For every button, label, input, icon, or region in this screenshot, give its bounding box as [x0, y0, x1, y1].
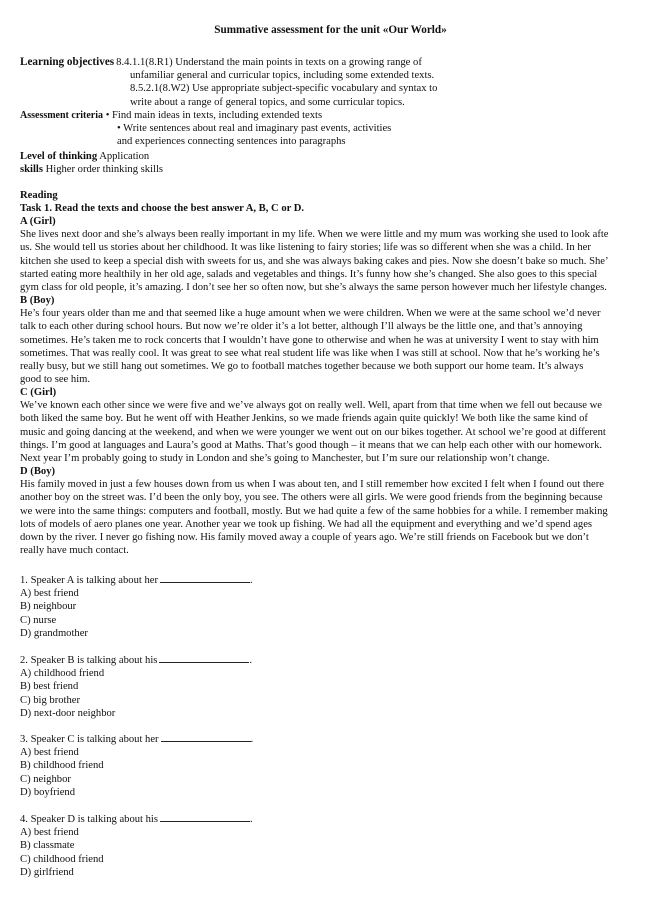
reading-heading: Reading	[20, 190, 58, 201]
text-section-b	[20, 294, 660, 386]
answer-option[interactable]: C) nurse	[20, 614, 57, 626]
answer-option[interactable]: B) childhood friend	[20, 760, 104, 772]
answer-option[interactable]: A) best friend	[20, 747, 79, 759]
section-heading: A (Girl)	[20, 216, 56, 227]
text-line: lots of models of aero planes one year. Another year we took up fishing. We had all the equipment and everything and we’d spend ages	[20, 518, 593, 530]
text-line: down by the river. I never go fishing now. His family moved away a couple of years ago. We’re still friends on Facebook but we don’t	[20, 532, 589, 544]
objective-line: write about a range of general topics, and some curricular topics.	[130, 96, 405, 108]
text-line: talk to each other during school hours. But now we’re older it’s a lot better, although I’ll always be the little one, and that’s annoying	[20, 321, 583, 333]
answer-blank[interactable]	[160, 573, 250, 583]
answer-blank[interactable]	[160, 812, 250, 822]
question-stem: 3. Speaker C is talking about her	[20, 734, 159, 745]
task-heading: Task 1. Read the texts and choose the best answer A, B, C or D.	[20, 203, 305, 214]
question-end: .	[250, 814, 253, 825]
assessment-criteria-label: Assessment criteria	[20, 109, 104, 121]
question-3	[20, 732, 320, 799]
learning-objectives-label: Learning objectives	[20, 56, 115, 68]
text-line: really have much contact.	[20, 545, 129, 557]
answer-option[interactable]: A) best friend	[20, 827, 79, 839]
objective-line: 8.5.2.1(8.W2) Use appropriate subject-specific vocabulary and syntax to	[130, 83, 438, 95]
question-stem: 2. Speaker B is talking about his	[20, 655, 158, 666]
text-line: His family moved in just a few houses down from us when I was about ten, and I still remember how excited I felt when I found out there	[20, 479, 604, 491]
question-4	[20, 812, 320, 879]
question-1	[20, 573, 320, 640]
text-line: started eating more healthily in her old age, salads and vegetables and things. It’s funny how she’s changed. She also goes to this special	[20, 268, 598, 280]
answer-option[interactable]: B) neighbour	[20, 601, 77, 613]
question-end: .	[249, 655, 253, 666]
question-end: .	[250, 734, 254, 745]
text-line: another boy on the street was. I’d been the only boy, you see. The others were all girls. We were good friends from the beginning because	[20, 492, 603, 504]
skills-value: Higher order thinking skills	[42, 164, 164, 176]
question-stem: 1. Speaker A is talking about her	[20, 575, 158, 586]
learning-objectives	[20, 56, 656, 148]
answer-option[interactable]: B) classmate	[20, 840, 75, 852]
text-line: music and going dancing at the weekend, and when we were younger we went out on our bikes together. At school we’re good at different	[20, 426, 606, 438]
criteria-line: • Write sentences about real and imaginary past events, activities	[117, 123, 392, 135]
criteria-line: and experiences connecting sentences into paragraphs	[117, 136, 346, 148]
text-line: sometimes. That was really cool. It was great to see what real student life was like when I was still at school. Now that he’s working he’s	[20, 347, 600, 359]
text-line: really busy, but we still hang out sometimes. We go to football matches together because we both support our home team. It’s always	[20, 361, 584, 373]
level-label: Level of thinking	[20, 151, 98, 162]
question-2	[20, 653, 320, 720]
text-line: things. I’m good at languages and Laura’s good at Maths. That’s good though – it means that we can help each other with our homework.	[20, 439, 603, 451]
answer-option[interactable]: C) childhood friend	[20, 853, 104, 865]
level-of-thinking	[20, 150, 656, 176]
section-heading: B (Boy)	[20, 295, 55, 306]
answer-option[interactable]: D) next-door neighbor	[20, 707, 116, 719]
text-section-a	[20, 215, 660, 294]
text-line: She lives next door and she’s always been really important in my life. When we were little and my mum was working she used to look afte	[20, 229, 609, 241]
question-stem: 4. Speaker D is talking about his	[20, 814, 158, 825]
answer-option[interactable]: D) grandmother	[20, 627, 88, 639]
answer-option[interactable]: A) childhood friend	[20, 668, 105, 680]
section-heading: D (Boy)	[20, 466, 56, 477]
text-line: kitchen she used to keep a special dish with sweets for us, and she was always baking cakes and pies. Now she doesn’t bake so much. She’	[20, 255, 609, 267]
answer-option[interactable]: D) girlfriend	[20, 866, 74, 878]
text-line: We’ve known each other since we were five and we’ve always got on really well. Well, apart from that time when we fell out because we	[20, 400, 602, 412]
answer-option[interactable]: B) best friend	[20, 681, 79, 693]
text-line: we were into the same things: computers and football, mostly. But we had quite a few of the same hobbies for a while. I remember making	[20, 505, 608, 517]
section-heading: C (Girl)	[20, 387, 57, 398]
objective-line: 8.4.1.1(8.R1) Understand the main points in texts on a growing range of	[116, 57, 422, 68]
answer-blank[interactable]	[161, 732, 251, 742]
level-value: Application	[97, 151, 150, 162]
answer-option[interactable]: C) big brother	[20, 694, 81, 706]
text-section-c	[20, 386, 660, 465]
text-line: good to see him.	[20, 374, 91, 386]
text-line: Next year I’m probably going to study in London and she’s going to Manchester, but I’m sure our relationship won’t change.	[20, 453, 550, 465]
text-section-d	[20, 465, 660, 557]
objective-line: unfamiliar general and curricular topics, including some extended texts.	[130, 70, 435, 82]
text-line: He’s four years older than me and that seemed like a huge amount when we were children. When we were at the same school we’d never	[20, 308, 601, 320]
text-line: sometimes. He’s taken me to rock concerts that I wouldn’t have gone to otherwise and when he was at university I went to stay with him	[20, 334, 599, 346]
text-line: gym class for old people, it’s amazing. I don’t see her so often now, but she’s always the same person however much her lifestyle changes.	[20, 282, 607, 294]
document-title: Summative assessment for the unit «Our World»	[214, 24, 447, 36]
answer-option[interactable]: C) neighbor	[20, 773, 71, 785]
answer-blank[interactable]	[159, 653, 249, 663]
text-line: us. She would tell us stories about her childhood. It was like listening to fairy stories; life was so different when she was a child. In her	[20, 242, 591, 254]
assessment-criteria	[20, 109, 656, 149]
skills-label: skills	[20, 164, 43, 176]
answer-option[interactable]: A) best friend	[20, 588, 79, 600]
answer-option[interactable]: D) boyfriend	[20, 786, 76, 798]
question-end: .	[250, 575, 253, 586]
criteria-line: • Find main ideas in texts, including extended texts	[105, 109, 323, 121]
text-line: both liked the same boy. But he went off with Heather Jenkins, so we made friends again quite quickly! We both like the same kind of	[20, 413, 588, 425]
